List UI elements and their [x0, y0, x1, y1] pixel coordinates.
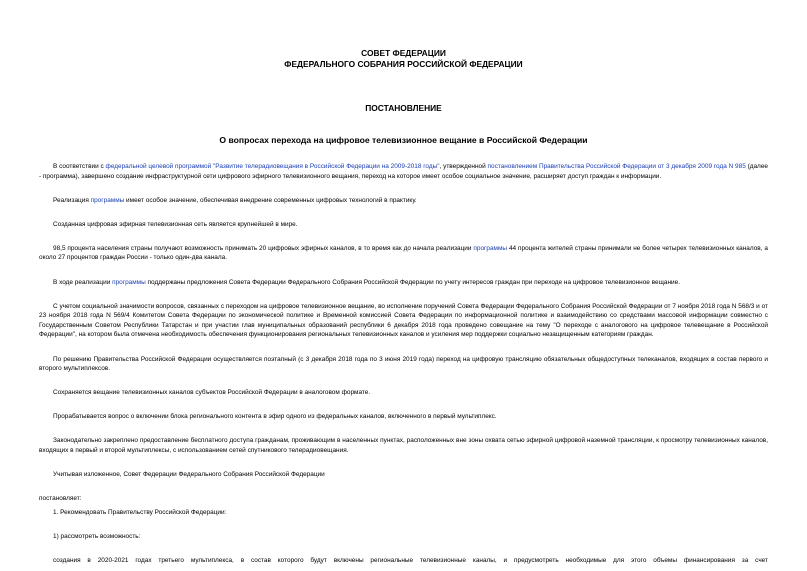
paragraph-1-text-c: (далее - программа), завершено создание инфраструктурной сети цифрового эфирного телевизионного вещания, переход на которое имеет особое социальное значение, расширяет доступ граждан к информации. — [39, 163, 768, 180]
paragraph-1-text-b: , утвержденной — [439, 163, 488, 170]
paragraph-10: Законодательно закреплено предоставление бесплатного доступа гражданам, проживающим в населенных пунктах, расположенных вне зоны охвата сетью эфирной цифровой наземной трансляции, к просмотру телевизионных каналов, входящих в первый и второй мультиплексы, с использованием сетей спутникового телерадиовещания. — [39, 437, 768, 454]
paragraph-2 — [39, 196, 768, 206]
paragraph-7: По решению Правительства Российской Федерации осуществляется поэтапный (с 3 декабря 2018 года по 3 июня 2019 года) переход на цифровую трансляцию обязательных общедоступных телеканалов, входящих в состав первого и второго мультиплексов. — [39, 355, 768, 373]
paragraph-2-text-a: Реализация — [53, 196, 91, 204]
paragraph-subitem-1: 1) рассмотреть возможность: — [53, 532, 141, 540]
paragraph-5 — [39, 278, 768, 288]
paragraph-3: Созданная цифровая эфирная телевизионная сеть является крупнейшей в мире. — [53, 220, 298, 228]
paragraph-item-1: 1. Рекомендовать Правительству Российской Федерации: — [53, 508, 227, 516]
document-page — [39, 48, 768, 566]
document-type: ПОСТАНОВЛЕНИЕ — [365, 103, 442, 113]
link-program[interactable]: программы — [112, 278, 146, 286]
paragraph-resolves: постановляет: — [39, 495, 82, 503]
paragraph-15: создания в 2020-2021 годах третьего мультиплекса, в состав которого будут включены региональные телевизионные каналы, и предусмотреть необходимые для этого объемы финансирования за счет — [53, 556, 768, 564]
link-government-resolution[interactable]: постановлением Правительства Российской Федерации от 3 декабря 2009 года N 985 — [487, 163, 746, 170]
paragraph-9: Прорабатывается вопрос о включении блока регионального контента в эфир одного из федеральных каналов, включенного в первый мультиплекс. — [53, 413, 497, 421]
paragraph-2-text-b: имеет особое значение, обеспечивая внедрение современных цифровых технологий в практику. — [124, 196, 417, 204]
paragraph-4 — [39, 244, 768, 263]
document-title: О вопросах перехода на цифровое телевизионное вещание в Российской Федерации — [219, 135, 588, 145]
document-header — [39, 48, 768, 70]
org-name-line-1: СОВЕТ ФЕДЕРАЦИИ — [361, 48, 446, 58]
paragraph-1 — [39, 162, 768, 181]
org-name-line-2: ФЕДЕРАЛЬНОГО СОБРАНИЯ РОССИЙСКОЙ ФЕДЕРАЦИИ — [284, 59, 523, 69]
link-federal-program[interactable]: федеральной целевой программой "Развитие телерадиовещания в Российской Федерации на 2009-2018 годы" — [105, 163, 440, 170]
paragraph-1-text-a: В соответствии с — [53, 163, 106, 170]
link-program[interactable]: программы — [90, 196, 125, 204]
paragraph-5-text-a: В ходе реализации — [53, 278, 113, 286]
paragraph-4-text-b: 44 процента жителей страны принимали не более четырех телевизионных каналов, а около 27 процентов граждан России - только один-два канала. — [39, 244, 768, 262]
paragraph-8: Сохраняется вещание телевизионных каналов субъектов Российской Федерации в аналоговом формате. — [53, 389, 371, 397]
paragraph-4-text-a: 98,5 процента населения страны получают возможность принимать 20 цифровых эфирных каналов, в то время как до начала реализации — [53, 244, 474, 252]
paragraph-5-text-b: поддержаны предложения Совета Федерации Федерального Собрания Российской Федерации по учету интересов граждан при переходе на цифровое телевизионное вещание. — [145, 278, 680, 286]
paragraph-11: Учитывая изложенное, Совет Федерации Федерального Собрания Российской Федерации — [53, 471, 325, 479]
link-program[interactable]: программы — [473, 244, 508, 252]
paragraph-6: С учетом социальной значимости вопросов, связанных с переходом на цифровое телевизионное вещание, во исполнение поручений Совета Федерации Федерального Собрания Российской Федерации от 7 ноября 2018 года N 568/3 и от 23 ноября 2018 года N 569/4 Комитетом Совета Федерации по экономической политике и Временной комиссией Совета Федерации по информационной политике и взаимодействию со средствами массовой информации совместно с Государственным Советом Республики Татарстан и при участии глав муниципальных образований республики 6 декабря 2018 года проведено совещание на тему "О переходе с аналогового на цифровое телевещание в Российской Федерации", на котором была отмечена необходимость обеспечения функционирования региональных телевизионных каналов и усиления мер поддержки социально незащищенным категориям граждан. — [39, 302, 768, 339]
